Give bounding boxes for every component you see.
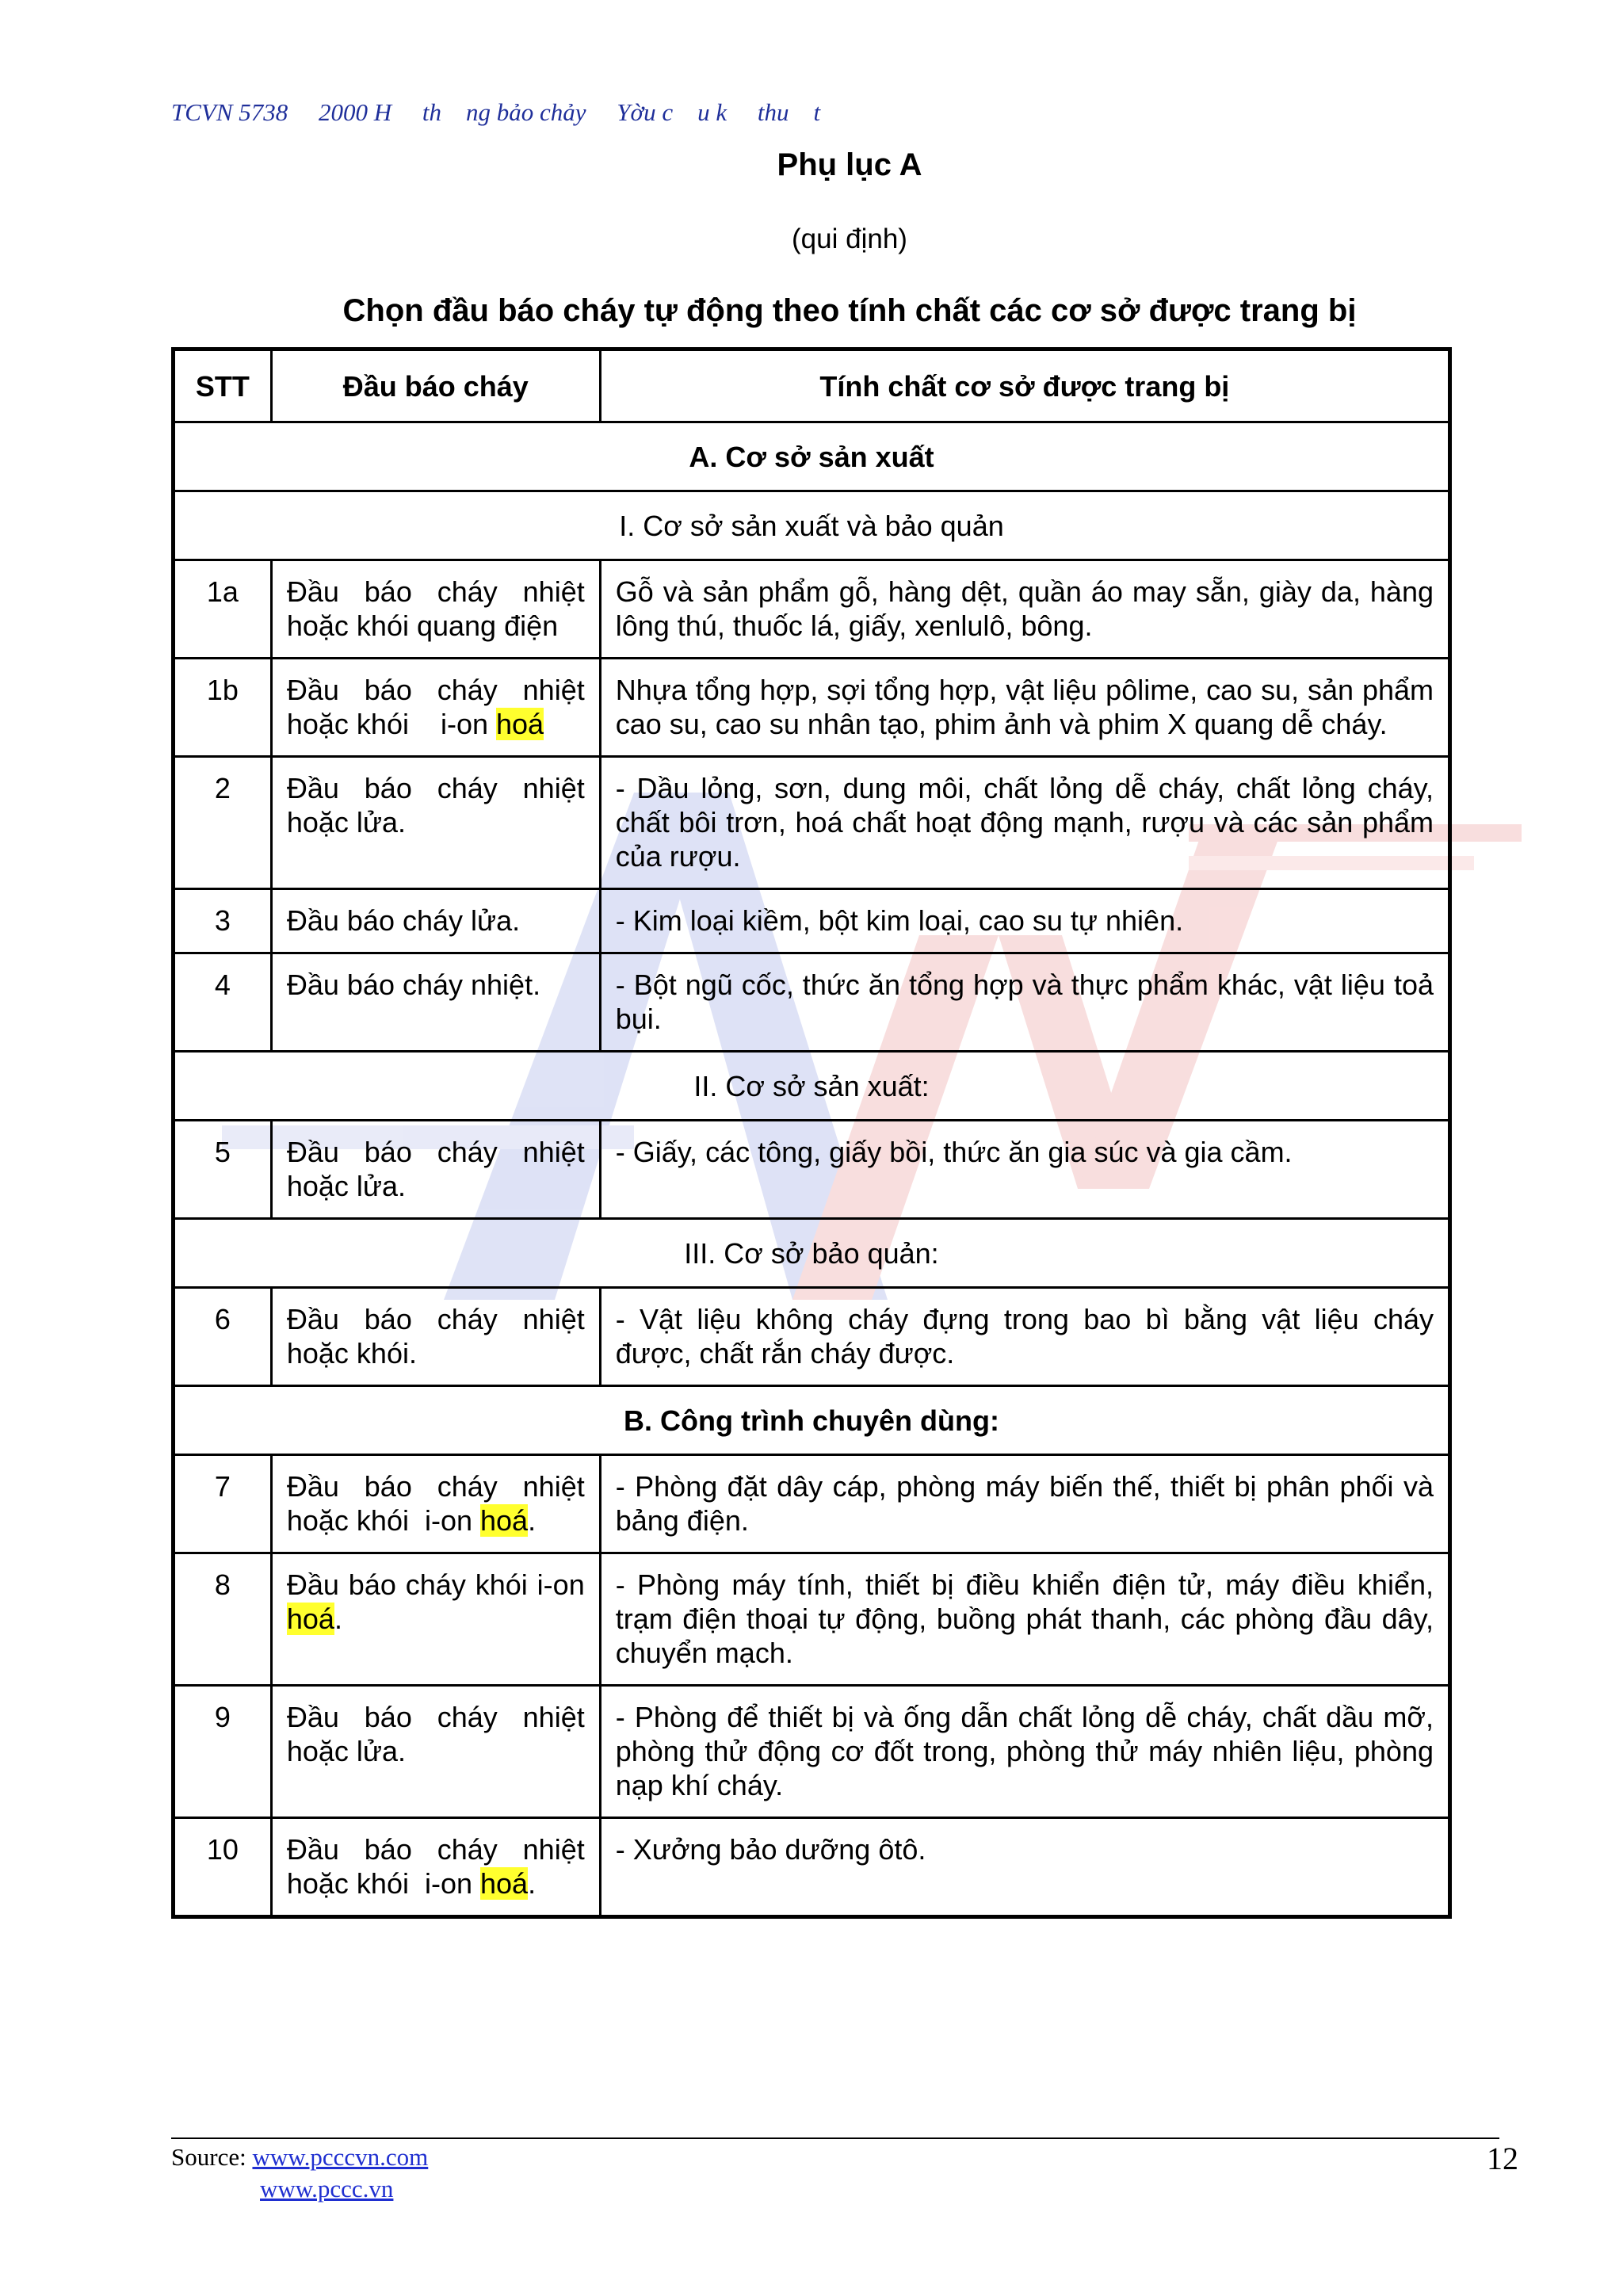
row-stt: 5 bbox=[174, 1121, 272, 1219]
row-detector bbox=[271, 1818, 600, 1917]
row-stt: 7 bbox=[174, 1455, 272, 1553]
footer-source bbox=[171, 2141, 428, 2205]
section-a1: I. Cơ sở sản xuất và bảo quản bbox=[174, 491, 1450, 560]
table-row bbox=[174, 1553, 1450, 1686]
source-label: Source: bbox=[171, 2143, 253, 2171]
row-facility: - Phòng để thiết bị và ống dẫn chất lỏng dễ cháy, chất dầu mỡ, phòng thử động cơ đốt trong, phòng thử máy nhiên liệu, phòng nạp khí cháy. bbox=[600, 1686, 1449, 1818]
table-row bbox=[174, 560, 1450, 659]
row-facility: - Dầu lỏng, sơn, dung môi, chất lỏng dễ cháy, chất lỏng cháy, chất bôi trơn, hoá chất hoạt động mạnh, rượu và các sản phẩm của rượu. bbox=[600, 757, 1449, 889]
section-row bbox=[174, 1386, 1450, 1455]
row-detector: Đầu báo cháy lửa. bbox=[271, 889, 600, 953]
highlighted-text: hoá bbox=[480, 1504, 529, 1537]
source-link-pcccvn-com[interactable]: www.pcccvn.com bbox=[252, 2143, 429, 2171]
section-a3: III. Cơ sở bảo quản: bbox=[174, 1219, 1450, 1288]
detector-text: Đầu báo cháy nhiệt hoặc khói i-on bbox=[286, 1833, 593, 1900]
footer-divider bbox=[171, 2137, 1499, 2139]
highlighted-text: hoá bbox=[286, 1603, 334, 1635]
table-row bbox=[174, 1288, 1450, 1386]
row-stt: 2 bbox=[174, 757, 272, 889]
row-detector: Đầu báo cháy nhiệt hoặc khói. bbox=[271, 1288, 600, 1386]
highlighted-text: hoá bbox=[480, 1867, 529, 1900]
source-link-pccc-vn[interactable]: www.pccc.vn bbox=[260, 2175, 394, 2202]
row-stt: 3 bbox=[174, 889, 272, 953]
row-facility: - Bột ngũ cốc, thức ăn tổng hợp và thực phẩm khác, vật liệu toả bụi. bbox=[600, 953, 1449, 1052]
row-stt: 1b bbox=[174, 659, 272, 757]
row-facility: - Xưởng bảo dưỡng ôtô. bbox=[600, 1818, 1449, 1917]
section-row bbox=[174, 1219, 1450, 1288]
table-row bbox=[174, 659, 1450, 757]
detector-suffix: . bbox=[528, 1504, 537, 1537]
row-stt: 9 bbox=[174, 1686, 272, 1818]
detector-text: Đầu báo cháy khói i-on bbox=[286, 1568, 585, 1601]
detector-selection-table bbox=[171, 347, 1452, 1919]
row-stt: 10 bbox=[174, 1818, 272, 1917]
row-detector bbox=[271, 659, 600, 757]
table-row bbox=[174, 953, 1450, 1052]
row-facility: - Vật liệu không cháy đựng trong bao bì bằng vật liệu cháy được, chất rắn cháy được. bbox=[600, 1288, 1449, 1386]
row-stt: 4 bbox=[174, 953, 272, 1052]
row-detector bbox=[271, 1553, 600, 1686]
running-header: TCVN 5738 2000 H th ng bảo chảy Yờu c u k thu t bbox=[171, 98, 821, 126]
header-stt: STT bbox=[174, 350, 272, 422]
section-a2: II. Cơ sở sản xuất: bbox=[174, 1052, 1450, 1121]
table-row bbox=[174, 1686, 1450, 1818]
header-detector: Đầu báo cháy bbox=[271, 350, 600, 422]
row-detector: Đầu báo cháy nhiệt hoặc lửa. bbox=[271, 1121, 600, 1219]
row-detector: Đầu báo cháy nhiệt hoặc lửa. bbox=[271, 757, 600, 889]
row-detector bbox=[271, 1455, 600, 1553]
row-facility: Gỗ và sản phẩm gỗ, hàng dệt, quần áo may sẵn, giày da, hàng lông thú, thuốc lá, giấy, xenlulô, bông. bbox=[600, 560, 1449, 659]
detector-text: Đầu báo cháy nhiệt hoặc khói i-on bbox=[286, 674, 593, 740]
table-row bbox=[174, 757, 1450, 889]
section-a: A. Cơ sở sản xuất bbox=[174, 422, 1450, 491]
appendix-subtitle: (qui định) bbox=[792, 223, 907, 254]
section-b: B. Công trình chuyên dùng: bbox=[174, 1386, 1450, 1455]
appendix-title: Phụ lục A bbox=[777, 147, 922, 182]
table-row bbox=[174, 889, 1450, 953]
row-facility: Nhựa tổng hợp, sợi tổng hợp, vật liệu pôlime, cao su, sản phẩm cao su, cao su nhân tạo, phim ảnh và phim X quang dễ cháy. bbox=[600, 659, 1449, 757]
table-row bbox=[174, 1818, 1450, 1917]
row-facility: - Kim loại kiềm, bột kim loại, cao su tự nhiên. bbox=[600, 889, 1449, 953]
table-title: Chọn đầu báo cháy tự động theo tính chất các cơ sở được trang bị bbox=[342, 293, 1357, 328]
page-number: 12 bbox=[1487, 2141, 1518, 2176]
detector-suffix: . bbox=[528, 1867, 537, 1900]
row-facility: - Phòng máy tính, thiết bị điều khiển điện tử, máy điều khiển, trạm điện thoại tự động, buồng phát thanh, các phòng đầu dây, chuyển mạch. bbox=[600, 1553, 1449, 1686]
row-detector: Đầu báo cháy nhiệt hoặc lửa. bbox=[271, 1686, 600, 1818]
row-detector: Đầu báo cháy nhiệt. bbox=[271, 953, 600, 1052]
table-row bbox=[174, 1455, 1450, 1553]
detector-suffix: . bbox=[334, 1603, 342, 1635]
row-facility: - Giấy, các tông, giấy bồi, thức ăn gia súc và gia cầm. bbox=[600, 1121, 1449, 1219]
header-facility: Tính chất cơ sở được trang bị bbox=[600, 350, 1449, 422]
row-stt: 1a bbox=[174, 560, 272, 659]
row-stt: 8 bbox=[174, 1553, 272, 1686]
row-stt: 6 bbox=[174, 1288, 272, 1386]
section-row bbox=[174, 1052, 1450, 1121]
section-row bbox=[174, 422, 1450, 491]
table-row bbox=[174, 1121, 1450, 1219]
highlighted-text: hoá bbox=[496, 708, 544, 740]
section-row bbox=[174, 491, 1450, 560]
table-header-row bbox=[174, 350, 1450, 422]
row-detector: Đầu báo cháy nhiệt hoặc khói quang điện bbox=[271, 560, 600, 659]
row-facility: - Phòng đặt dây cáp, phòng máy biến thế, thiết bị phân phối và bảng điện. bbox=[600, 1455, 1449, 1553]
detector-text: Đầu báo cháy nhiệt hoặc khói i-on bbox=[286, 1470, 593, 1537]
